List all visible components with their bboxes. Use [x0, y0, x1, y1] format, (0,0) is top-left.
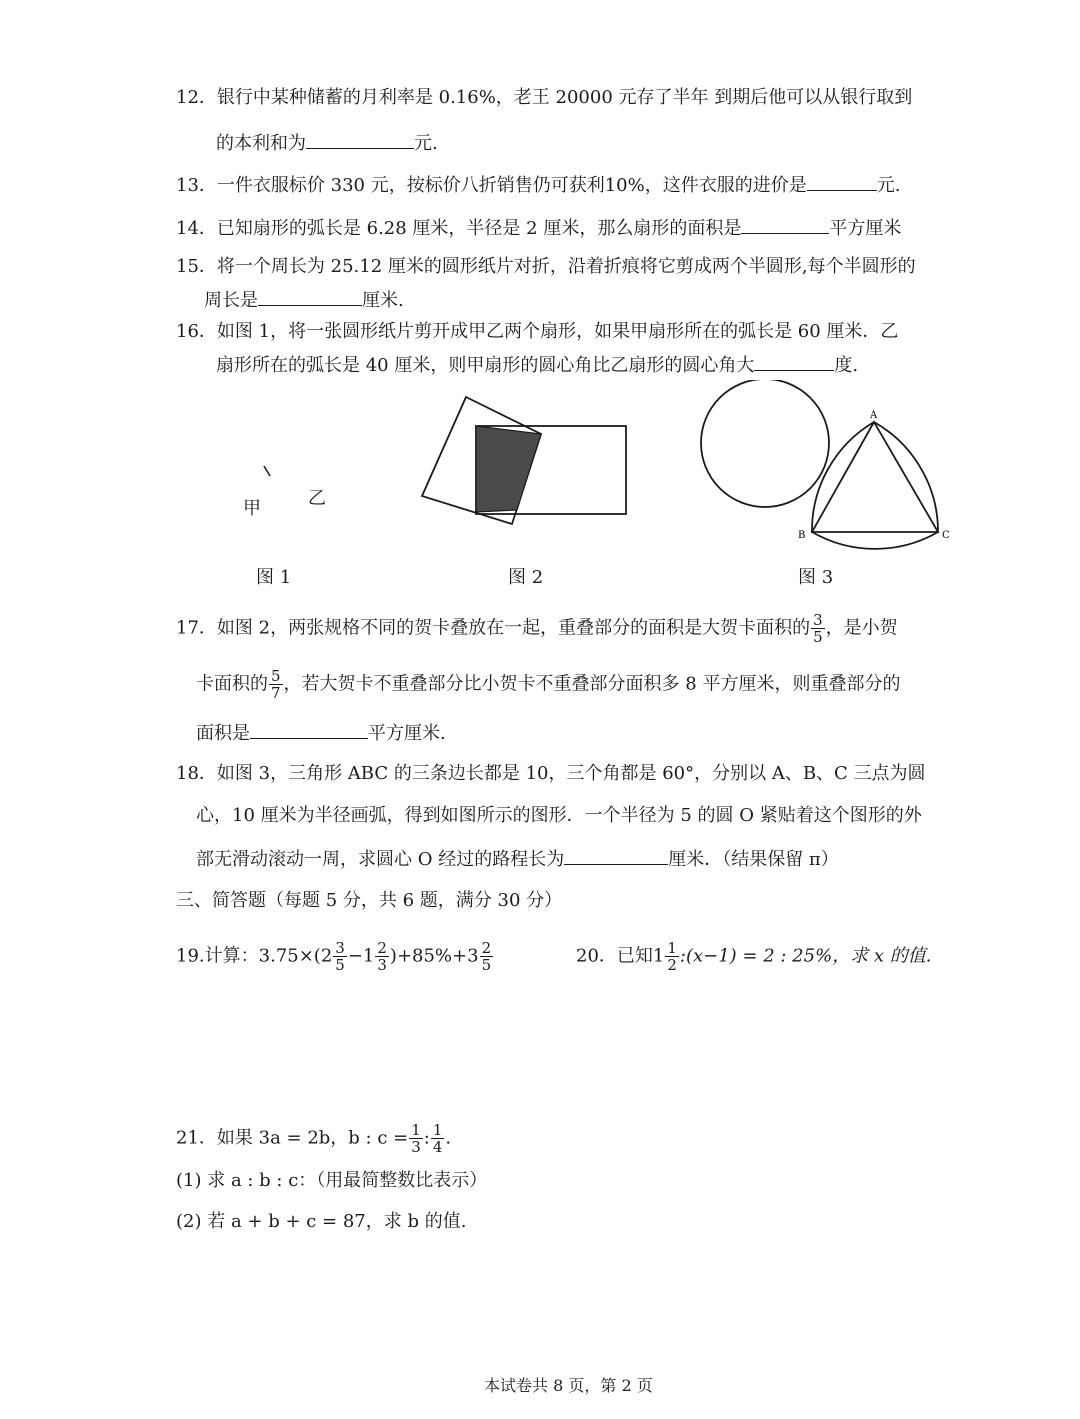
q17-line1 — [176, 612, 898, 645]
q12-line2-text: 的本利和为 — [216, 133, 306, 154]
q16-line2 — [216, 352, 858, 378]
q17-fraction-large — [811, 612, 825, 645]
figure3-triangle-abc — [812, 422, 938, 532]
q20-f-num: 1 — [667, 939, 677, 957]
q18-line1: 18．如图 3，三角形 ABC 的三条边长都是 10，三个角都是 60°，分别以 A、B、C 三点为圆 — [176, 763, 926, 784]
q19-fraction-3 — [480, 940, 494, 973]
q20-expr-b: :(x−1) = 2 : 25%，求 x 的值. — [679, 945, 932, 967]
q19-expression — [176, 940, 494, 973]
q15-line2-text: 周长是 — [204, 290, 258, 311]
q21-line1-text: 21．如果 3a = 2b，b : c = — [176, 1127, 409, 1149]
q19-f2-den: 3 — [377, 956, 387, 974]
q12-answer-blank[interactable] — [306, 130, 414, 149]
q17-unit: 平方厘米. — [368, 723, 446, 744]
q13-line1 — [176, 172, 900, 198]
q21-f1-den: 3 — [411, 1138, 421, 1156]
q17-line2 — [196, 668, 900, 701]
q21-f2-den: 4 — [432, 1138, 443, 1156]
q13-answer-blank[interactable] — [807, 172, 877, 191]
q21-fraction-2 — [431, 1122, 445, 1155]
q17-line3 — [196, 720, 446, 746]
q19-f1-den: 5 — [335, 956, 345, 974]
q17-line1-text: 17．如图 2，两张规格不同的贺卡叠放在一起，重叠部分的面积是大贺卡面积的 — [176, 617, 811, 639]
page-footer: 本试卷共 8 页，第 2 页 — [484, 1376, 653, 1395]
q19-expr-b: −1 — [347, 945, 375, 967]
figure1-label-yi: 乙 — [308, 488, 326, 509]
q20-expr-a: 1 — [652, 945, 665, 967]
figure3-arc-ca — [812, 532, 938, 549]
section3-heading: 三、简答题（每题 5 分，共 6 题，满分 30 分） — [176, 890, 563, 911]
q20-expression — [576, 940, 932, 973]
q19-label: 19.计算： — [176, 945, 259, 967]
q14-answer-blank[interactable] — [741, 215, 829, 234]
figure1-caption: 图 1 — [256, 567, 292, 588]
q20-f-den: 2 — [667, 956, 677, 974]
figure3-caption: 图 3 — [798, 567, 834, 588]
q20-fraction — [665, 940, 679, 973]
figure2-overlap-region — [476, 426, 541, 512]
figure3-circle-o — [701, 380, 829, 507]
q19-fraction-1 — [333, 940, 347, 973]
q19-fraction-2 — [375, 940, 389, 973]
q18-line2: 心，10 厘米为半径画弧，得到如图所示的图形．一个半径为 5 的圆 O 紧贴着这个图形的外 — [196, 805, 922, 826]
q14-line1 — [176, 215, 901, 241]
q13-unit: 元. — [876, 175, 901, 196]
q17-frac2-num: 5 — [271, 667, 281, 685]
q16-line2-text: 扇形所在的弧长是 40 厘米，则甲扇形的圆心角比乙扇形的圆心角大 — [216, 355, 755, 376]
figure3-vertex-b: B — [798, 530, 806, 541]
q17-frac1-num: 3 — [813, 611, 823, 629]
q19-f1-num: 3 — [335, 939, 345, 957]
q15-line2 — [204, 287, 404, 313]
q13-text: 13．一件衣服标价 330 元，按标价八折销售仍可获利10%，这件衣服的进价是 — [176, 175, 807, 196]
q12-unit: 元. — [414, 133, 438, 154]
q15-answer-blank[interactable] — [258, 287, 362, 306]
q19-f3-num: 2 — [481, 939, 492, 957]
q19-f3-den: 5 — [481, 956, 492, 974]
figure1-label-jia: 甲 — [243, 498, 261, 519]
q14-text: 14．已知扇形的弧长是 6.28 厘米，半径是 2 厘米，那么扇形的面积是 — [176, 218, 742, 239]
q16-answer-blank[interactable] — [754, 352, 834, 371]
q21-part2: (2) 若 a + b + c = 87，求 b 的值. — [176, 1211, 467, 1232]
q19-f2-num: 2 — [377, 939, 387, 957]
q14-unit: 平方厘米 — [829, 218, 902, 239]
q17-frac1-den: 5 — [813, 628, 823, 646]
q17-frac2-den: 7 — [271, 684, 281, 702]
q12-line1: 12．银行中某种储蓄的月利率是 0.16%，老王 20000 元存了半年 到期后他可以从银行取到 — [176, 87, 913, 108]
q15-unit: 厘米. — [362, 290, 404, 311]
q15-line1: 15．将一个周长为 25.12 厘米的圆形纸片对折，沿着折痕将它剪成两个半圆形,每个半圆形的 — [176, 256, 916, 277]
figure2-greeting-cards — [410, 388, 640, 538]
q17-answer-blank[interactable] — [250, 720, 368, 739]
q21-f1-num: 1 — [411, 1121, 421, 1139]
q21-fraction-1 — [409, 1122, 423, 1155]
q19-expr-a: 3.75×(2 — [258, 945, 333, 967]
q18-line3 — [196, 846, 839, 872]
figure1-cut-mark — [264, 466, 270, 476]
q21-colon: : — [423, 1127, 430, 1149]
q17-line1-tail: ，是小贺 — [825, 617, 898, 639]
q18-unit: 厘米．（结果保留 π） — [668, 849, 839, 870]
q19-expr-c: )+85%+3 — [389, 945, 479, 967]
q16-unit: 度. — [834, 355, 859, 376]
q18-answer-blank[interactable] — [564, 846, 668, 865]
q12-line2 — [216, 130, 438, 156]
q17-line2-text: 卡面积的 — [196, 673, 268, 695]
figure2-caption: 图 2 — [508, 567, 544, 588]
q20-label: 20．已知 — [576, 945, 653, 967]
q17-line2-tail: ，若大贺卡不重叠部分比小贺卡不重叠部分面积多 8 平方厘米，则重叠部分的 — [283, 673, 901, 695]
figure3-vertex-a: A — [870, 410, 878, 421]
q17-fraction-small — [269, 668, 283, 701]
figure3-reuleaux-diagram — [690, 380, 960, 550]
q21-line1 — [176, 1122, 451, 1155]
figure3-vertex-c: C — [942, 530, 950, 541]
q16-line1: 16．如图 1，将一张圆形纸片剪开成甲乙两个扇形，如果甲扇形所在的弧长是 60 厘米．乙 — [176, 321, 899, 342]
q17-line3-text: 面积是 — [196, 723, 250, 744]
q21-dot: . — [445, 1127, 452, 1149]
q18-line3-text: 部无滑动滚动一周，求圆心 O 经过的路程长为 — [196, 849, 565, 870]
q21-part1: (1) 求 a : b : c：（用最简整数比表示） — [176, 1170, 488, 1191]
q21-f2-num: 1 — [432, 1121, 443, 1139]
